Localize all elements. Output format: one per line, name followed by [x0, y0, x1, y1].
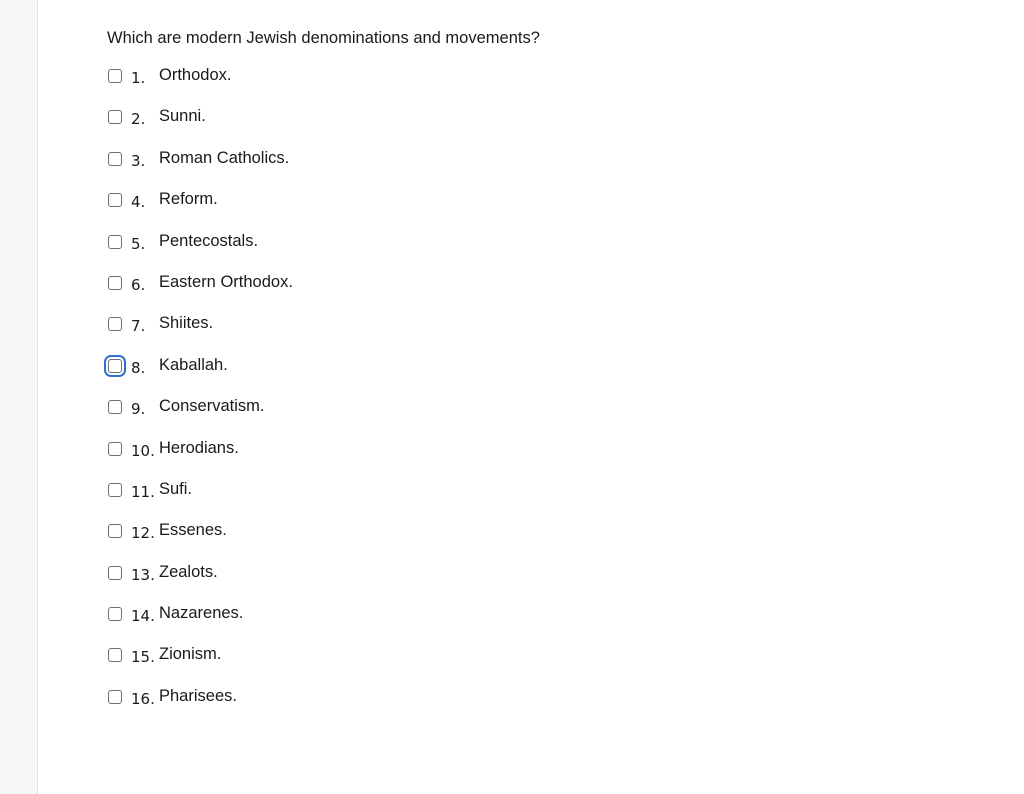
option-item[interactable] [107, 645, 987, 686]
option-label[interactable]: Essenes. [159, 521, 227, 540]
option-checkbox[interactable] [108, 110, 122, 124]
option-number: 6. [131, 275, 146, 294]
option-item[interactable] [107, 273, 987, 314]
option-checkbox[interactable] [108, 524, 122, 538]
option-label[interactable]: Pentecostals. [159, 231, 259, 250]
option-item[interactable] [107, 563, 987, 604]
option-item[interactable] [107, 397, 987, 438]
option-number: 10. [131, 441, 155, 460]
option-item[interactable] [107, 521, 987, 562]
option-label[interactable]: Nazarenes. [159, 604, 244, 623]
option-label[interactable]: Reform. [159, 190, 218, 209]
option-item[interactable] [107, 314, 987, 355]
option-label[interactable]: Shiites. [159, 314, 214, 333]
question-container [107, 27, 987, 728]
option-item[interactable] [107, 356, 987, 397]
option-item[interactable] [107, 149, 987, 190]
option-number: 13. [131, 565, 155, 584]
option-checkbox[interactable] [108, 483, 122, 497]
option-item[interactable] [107, 66, 987, 107]
option-number: 2. [131, 110, 146, 129]
option-checkbox[interactable] [108, 276, 122, 290]
option-item[interactable] [107, 107, 987, 148]
option-label[interactable]: Sufi. [159, 479, 193, 498]
option-item[interactable] [107, 232, 987, 273]
option-item[interactable] [107, 604, 987, 645]
option-item[interactable] [107, 439, 987, 480]
question-text: Which are modern Jewish denominations and movements? [107, 29, 540, 47]
option-item[interactable] [107, 190, 987, 231]
option-number: 12. [131, 524, 155, 543]
option-number: 8. [131, 358, 146, 377]
option-checkbox[interactable] [108, 193, 122, 207]
option-number: 3. [131, 151, 146, 170]
option-checkbox[interactable] [108, 400, 122, 414]
option-label[interactable]: Roman Catholics. [159, 148, 290, 167]
option-label[interactable]: Herodians. [159, 438, 239, 457]
option-checkbox[interactable] [108, 648, 122, 662]
option-number: 14. [131, 607, 155, 626]
option-checkbox[interactable] [108, 69, 122, 83]
option-number: 16. [131, 689, 155, 708]
option-item[interactable] [107, 480, 987, 521]
option-number: 9. [131, 400, 146, 419]
option-label[interactable]: Eastern Orthodox. [159, 272, 293, 291]
option-number: 15. [131, 648, 155, 667]
option-checkbox[interactable] [108, 317, 122, 331]
option-label[interactable]: Zionism. [159, 645, 222, 664]
option-label[interactable]: Orthodox. [159, 66, 232, 84]
option-checkbox[interactable] [108, 235, 122, 249]
option-checkbox[interactable] [108, 566, 122, 580]
option-number: 4. [131, 193, 146, 212]
option-checkbox[interactable] [108, 607, 122, 621]
option-label[interactable]: Zealots. [159, 562, 218, 581]
option-checkbox[interactable] [108, 152, 122, 166]
option-number: 11. [131, 482, 155, 501]
option-item[interactable] [107, 687, 987, 728]
option-number: 1. [131, 69, 146, 87]
option-label[interactable]: Pharisees. [159, 686, 237, 705]
option-label[interactable]: Sunni. [159, 107, 206, 126]
options-list [107, 66, 987, 728]
option-number: 5. [131, 234, 146, 253]
option-checkbox[interactable] [108, 442, 122, 456]
option-label[interactable]: Kaballah. [159, 355, 228, 374]
option-label[interactable]: Conservatism. [159, 397, 265, 416]
option-number: 7. [131, 317, 146, 336]
option-checkbox-focused[interactable] [108, 359, 122, 373]
option-checkbox[interactable] [108, 690, 122, 704]
left-gutter [0, 0, 38, 794]
